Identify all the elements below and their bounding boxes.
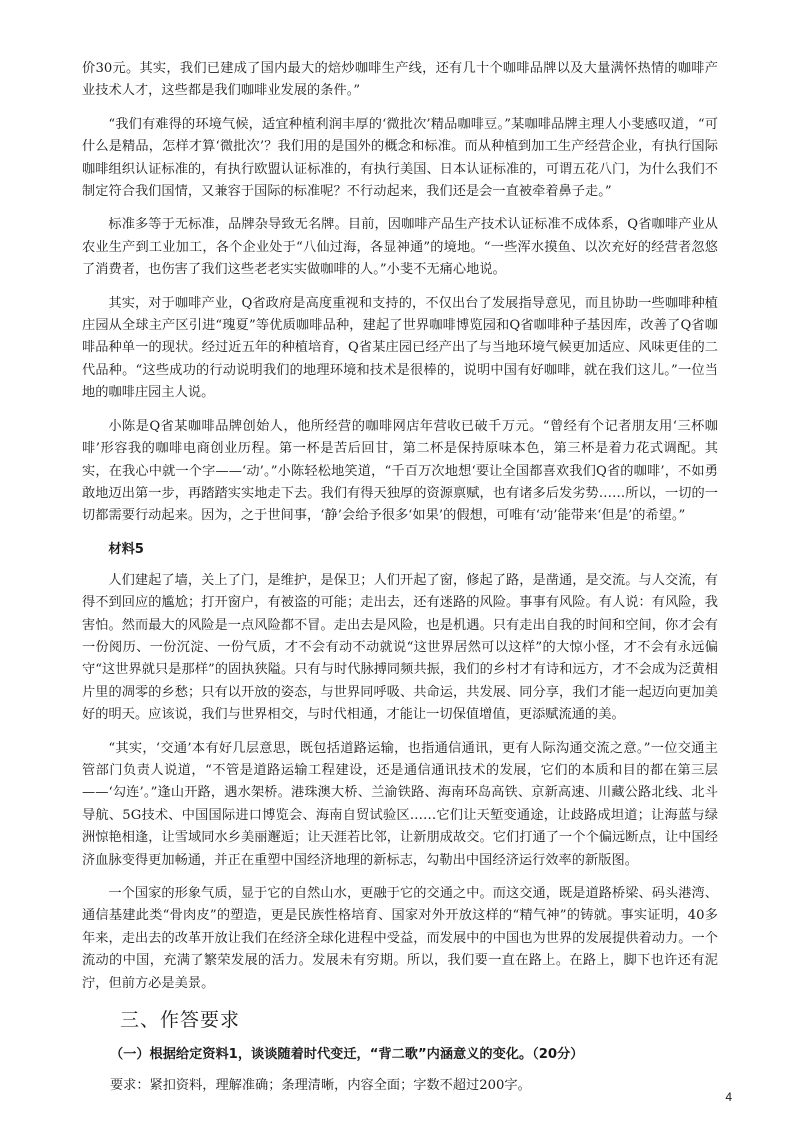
paragraph-transport-meaning: “其实，‘交通’本有好几层意思，既包括道路运输，也指通信通讯，更有人际沟通交流之意。”一位交通主管部门负责人说道，“不管是道路运输工程建设，还是通信通讯技术的发展，它们的本质和目的都在第三层——‘勾连’。”逢山开路，遇水架桥。港珠澳大桥、兰渝铁路、海南环岛高铁、京新高速、川藏公路北线、北斗导航、5G技术、中国国际进口博览会、海南自贸试验区……它们让天堑变通途，让歧路成坦道；让海蓝与绿洲惊艳相逢，让雪域同水乡美丽邂逅；让天涯若比邻，让新朋成故交。它们打通了一个个偏远断点，让中国经济血脉变得更加畅通，并正在重塑中国经济地理的新标志，勾勒出中国经济运行效率的新版图。 — [82, 740, 718, 868]
paragraph-continuation: 价30元。其实，我们已建成了国内最大的焙炒咖啡生产线，还有几十个咖啡品牌以及大量满怀热情的咖啡产业技术人才，这些都是我们咖啡业发展的条件。” — [82, 61, 718, 99]
section-heading: 三、作答要求 — [120, 1009, 241, 1032]
answer-requirement: 要求：紧扣资料，理解准确；条理清晰，内容全面；字数不超过200字。 — [110, 1078, 531, 1094]
question-1: （一）根据给定资料1，谈谈随着时代变迁，“背二歌”内涵意义的变化。（20分） — [110, 1047, 584, 1063]
paragraph-national-image: 一个国家的形象气质，显于它的自然山水，更融于它的交通之中。而这交通，既是道路桥梁、码头港湾、通信基建此类“骨肉皮”的塑造，更是民族性格培育、国家对外开放这样的“精气神”的铸就。事实证明，40多年来，走出去的改革开放让我们在经济全球化进程中受益，而发展中的中国也为世界的发展提供着动力。一个流动的中国，充满了繁荣发展的活力。发展未有穷期。所以，我们要一直在路上。在路上，脚下也许还有泥泞，但前方必是美景。 — [82, 886, 718, 991]
paragraph-xiaochen: 小陈是Q省某咖啡品牌创始人，他所经营的咖啡网店年营收已破千万元。“曾经有个记者朋友用‘三杯咖啡’形容我的咖啡电商创业历程。第一杯是苦后回甘，第二杯是保持原味本色，第三杯是着力花式调配。其实，在我心中就一个字——‘动’。”小陈轻松地笑道，“千百万次地想‘要让全国都喜欢我们Q省的咖啡’，不如勇敢地迈出第一步，再踏踏实实地走下去。我们有得天独厚的资源禀赋，也有诸多后发劣势……所以，一切的一切都需要行动起来。因为，之于世间事，‘静’会给予很多‘如果’的假想，可唯有‘动’能带来‘但是’的希望。” — [82, 418, 718, 524]
material-5-heading: 材料5 — [108, 541, 144, 557]
paragraph-walls-and-windows: 人们建起了墙，关上了门，是维护，是保卫；人们开起了窗，修起了路，是凿通，是交流。与人交流，有得不到回应的尴尬；打开窗户，有被盗的可能；走出去，还有迷路的风险。事事有风险。有人说：有风险，我害怕。然而最大的风险是一点风险都不冒。走出去是风险，也是机遇。只有走出自我的时间和空间，你才会有一份阅历、一份沉淀、一份气质，才不会有动不动就说“这世界居然可以这样”的大惊小怪，才不会有永远偏守“这世界就只是那样”的固执狭隘。只有与时代脉搏同频共振，我们的乡村才有诗和远方，才不会成为泛黄相片里的凋零的乡愁；只有以开放的姿态，与世界同呼吸、共命运，共发展、同分享，我们才能一起迈向更加美好的明天。应该说，我们与世界相交，与时代相通，才能让一切保值增值，更添赋流通的美。 — [82, 572, 718, 723]
paragraph-standards: 标准多等于无标准，品牌杂导致无名牌。目前，因咖啡产品生产技术认证标准不成体系，Q省咖啡产业从农业生产到工业加工，各个企业处于“八仙过海，各显神通”的境地。“一些浑水摸鱼、以次充好的经营者忽悠了消费者，也伤害了我们这些老老实实做咖啡的人。”小斐不无痛心地说。 — [82, 217, 718, 278]
page-number: 4 — [725, 1090, 732, 1104]
paragraph-government-support: 其实，对于咖啡产业，Q省政府是高度重视和支持的，不仅出台了发展指导意见，而且协助一些咖啡种植庄园从全球主产区引进“瑰夏”等优质咖啡品种，建起了世界咖啡博览园和Q省咖啡种子基因库，改善了Q省咖啡品种单一的现状。经过近五年的种植培育，Q省某庄园已经产出了与当地环境气候更加适应、风味更佳的二代品种。“这些成功的行动说明我们的地理环境和技术是很棒的，说明中国有好咖啡，就在我们这儿。”一位当地的咖啡庄园主人说。 — [82, 295, 718, 401]
paragraph-xiaofei-quote: “我们有难得的环境气候，适宜种植利润丰厚的‘微批次’精品咖啡豆。”某咖啡品牌主理人小斐感叹道，“可什么是精品，怎样才算‘微批次’？我们用的是国外的概念和标准。而从种植到加工生产经营企业，有执行国际咖啡组织认证标准的，有执行欧盟认证标准的，有执行美国、日本认证标准的，可谓五花八门，为什么我们不制定符合我们国情，又兼容于国际的标准呢？不行动起来，我们还是会一直被牵着鼻子走。” — [82, 116, 718, 200]
